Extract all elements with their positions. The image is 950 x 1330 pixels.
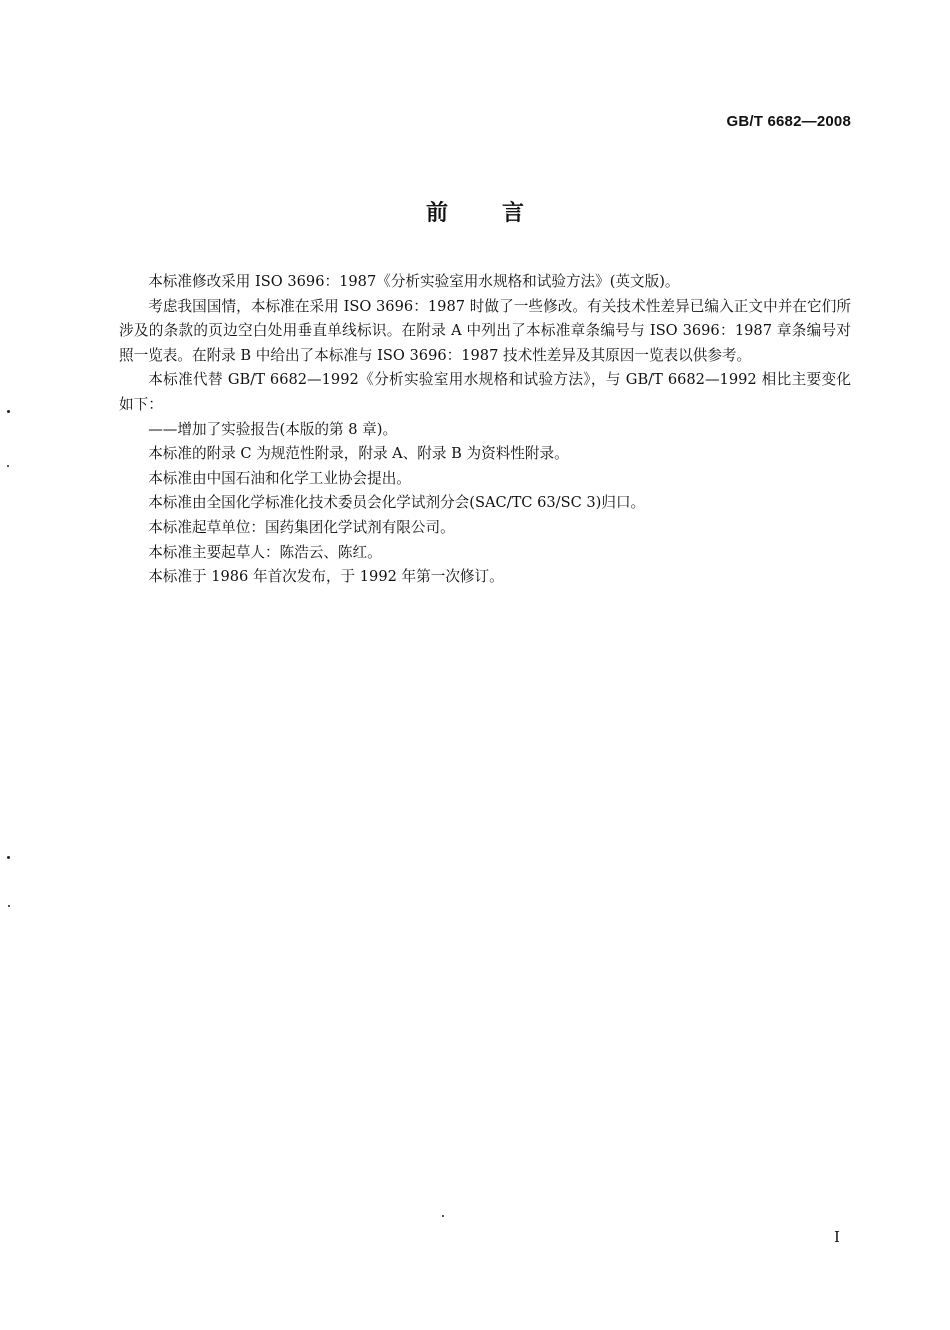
paragraph-centralized-by: 本标准由全国化学标准化技术委员会化学试剂分会(SAC/TC 63/SC 3)归口。 (148, 494, 646, 512)
page-title: 前言 (425, 201, 578, 226)
paragraph-change-item: ——增加了实验报告(本版的第 8 章)。 (148, 420, 398, 438)
paragraph-drafters: 本标准主要起草人：陈浩云、陈红。 (148, 543, 382, 561)
paragraph-modifications: 考虑我国国情，本标准在采用 ISO 3696：1987 时做了一些修改。有关技术性差异已编入正文中并在它们所涉及的条款的页边空白处用垂直单线标识。在附录 A 中列出了本标准章条编号与 ISO 3696：1987 章条编号对照一览表。在附录 B 中给出了本标准与 ISO 3696：1987 技术性差异及其原因一览表以供参考。 (119, 297, 851, 364)
page-number: I (834, 1228, 840, 1246)
scan-mark (7, 410, 10, 413)
paragraph-adoption: 本标准修改采用 ISO 3696：1987《分析实验室用水规格和试验方法》(英文版)。 (148, 273, 680, 290)
scan-mark (7, 856, 10, 859)
scan-mark (7, 465, 9, 467)
paragraph-drafting-unit: 本标准起草单位：国药集团化学试剂有限公司。 (148, 518, 455, 536)
scan-mark (442, 1215, 444, 1217)
paragraph-history: 本标准于 1986 年首次发布，于 1992 年第一次修订。 (148, 568, 504, 586)
paragraph-replacement: 本标准代替 GB/T 6682—1992《分析实验室用水规格和试验方法》，与 GB/T 6682—1992 相比主要变化如下： (119, 371, 851, 413)
paragraph-proposed-by: 本标准由中国石油和化学工业协会提出。 (148, 469, 411, 487)
standard-code: GB/T 6682—2008 (726, 113, 851, 130)
paragraph-annexes: 本标准的附录 C 为规范性附录，附录 A、附录 B 为资料性附录。 (148, 445, 569, 463)
foreword-body (119, 270, 851, 590)
scan-mark (8, 905, 10, 907)
